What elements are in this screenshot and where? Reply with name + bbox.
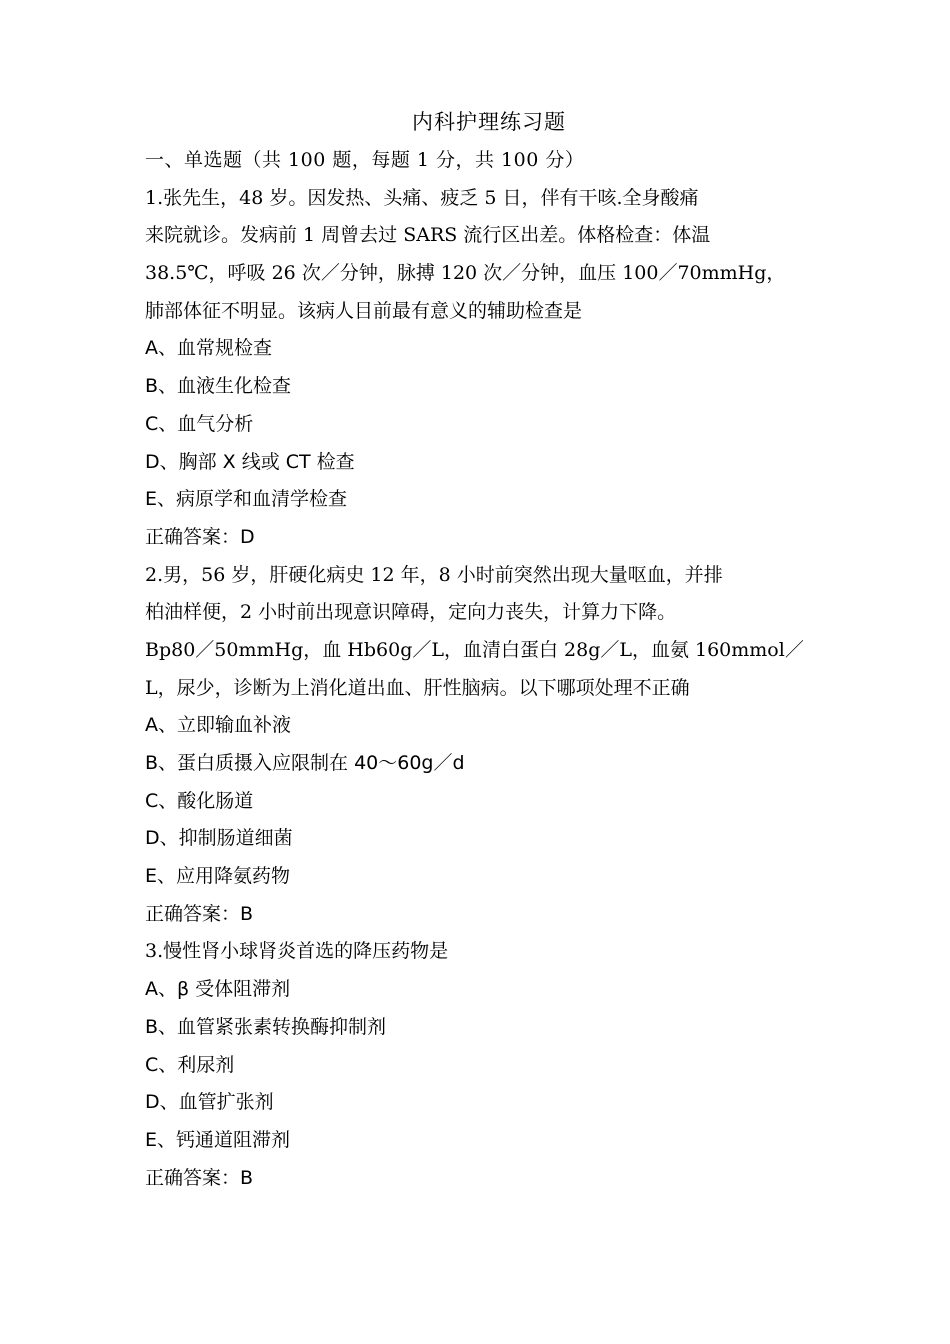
correct-answer: 正确答案：B bbox=[145, 902, 254, 925]
option-d: D、胸部 X 线或 CT 检查 bbox=[145, 450, 355, 473]
option-c: C、利尿剂 bbox=[145, 1053, 235, 1076]
question-3 bbox=[145, 933, 825, 1197]
stem-line: 肺部体征不明显。该病人目前最有意义的辅助检查是 bbox=[145, 299, 583, 322]
option-a: A、β 受体阻滞剂 bbox=[145, 978, 291, 1001]
question-stem bbox=[145, 557, 825, 708]
option-a: A、血常规检查 bbox=[145, 337, 272, 360]
stem-line: Bp80／50mmHg，血 Hb60g／L，血清白蛋白 28g／L，血氨 160mmol／ bbox=[145, 638, 804, 661]
correct-answer: 正确答案：B bbox=[145, 1166, 254, 1189]
question-stem bbox=[145, 933, 825, 971]
stem-line: 来院就诊。发病前 1 周曾去过 SARS 流行区出差。体格检查：体温 bbox=[145, 224, 711, 247]
question-stem bbox=[145, 180, 825, 331]
option-d: D、血管扩张剂 bbox=[145, 1091, 274, 1114]
stem-line: L，尿少，诊断为上消化道出血、肝性脑病。以下哪项处理不正确 bbox=[145, 676, 690, 699]
option-a: A、立即输血补液 bbox=[145, 714, 291, 737]
option-b: B、蛋白质摄入应限制在 40～60g／d bbox=[145, 752, 465, 775]
page-title: 内科护理练习题 bbox=[412, 110, 566, 134]
option-e: E、钙通道阻滞剂 bbox=[145, 1128, 291, 1151]
option-d: D、抑制肠道细菌 bbox=[145, 827, 293, 850]
correct-answer: 正确答案：D bbox=[145, 525, 255, 548]
question-1 bbox=[145, 180, 825, 557]
exam-page bbox=[145, 102, 825, 1197]
stem-line: 1.张先生，48 岁。因发热、头痛、疲乏 5 日，伴有干咳.全身酸痛 bbox=[145, 186, 699, 209]
stem-line: 柏油样便，2 小时前出现意识障碍，定向力丧失，计算力下降。 bbox=[145, 601, 677, 624]
section-heading: 一、单选题（共 100 题，每题 1 分，共 100 分） bbox=[145, 149, 585, 171]
option-e: E、应用降氨药物 bbox=[145, 865, 291, 888]
option-b: B、血液生化检查 bbox=[145, 375, 292, 398]
stem-line: 3.慢性肾小球肾炎首选的降压药物是 bbox=[145, 940, 449, 963]
option-b: B、血管紧张素转换酶抑制剂 bbox=[145, 1015, 387, 1038]
option-c: C、血气分析 bbox=[145, 412, 254, 435]
option-e: E、病原学和血清学检查 bbox=[145, 488, 348, 511]
stem-line: 38.5℃，呼吸 26 次／分钟，脉搏 120 次／分钟，血压 100／70mmHg， bbox=[145, 262, 786, 285]
question-2 bbox=[145, 557, 825, 934]
option-c: C、酸化肠道 bbox=[145, 789, 254, 812]
stem-line: 2.男，56 岁，肝硬化病史 12 年，8 小时前突然出现大量呕血，并排 bbox=[145, 563, 723, 586]
